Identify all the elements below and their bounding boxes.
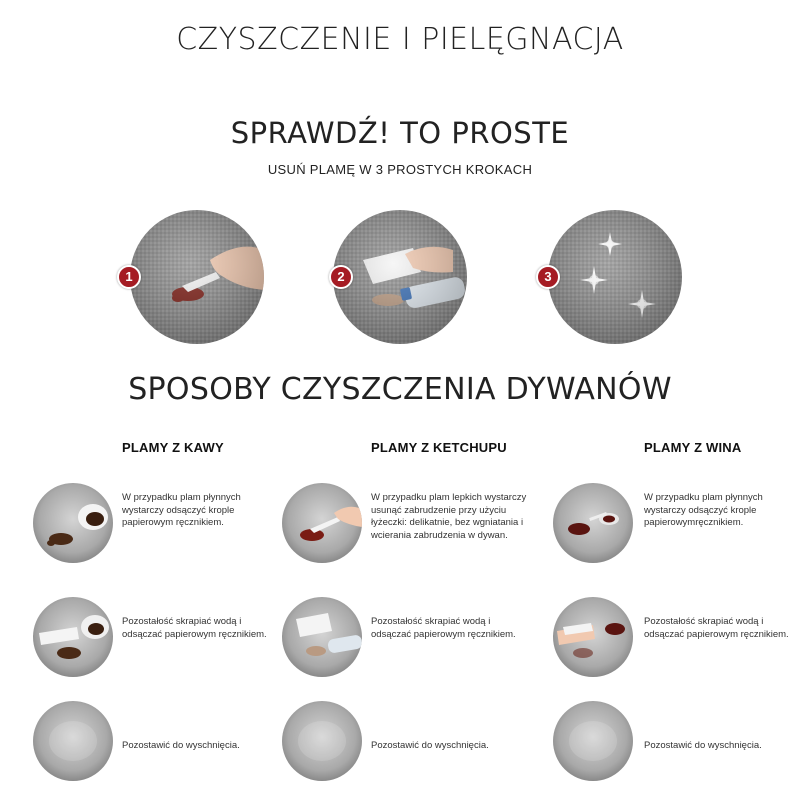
clean-carpet-icon (282, 701, 362, 781)
ketchup-step-2-text: Pozostałość skrapiać wodą i odsączać papierowym ręcznikiem. (371, 616, 516, 640)
ketchup-step-3-image (282, 701, 362, 781)
carpet-cleaning-title: SPOSOBY CZYSZCZENIA DYWANÓW (128, 372, 672, 407)
coffee-step-3-image (33, 701, 113, 781)
ketchup-step-1-image (282, 483, 362, 563)
step-2-badge: 2 (329, 265, 353, 289)
step-1-image (130, 210, 264, 344)
wine-step-3-text: Pozostawić do wyschnięcia. (644, 740, 762, 751)
step-3-image (548, 210, 682, 344)
wine-glass-stain-icon (553, 483, 633, 563)
step-3-badge: 3 (536, 265, 560, 289)
page-title: CZYSZCZENIE I PIELĘGNACJA (176, 22, 624, 57)
towel-blot-icon (33, 597, 113, 677)
ketchup-step-3-text: Pozostawić do wyschnięcia. (371, 740, 489, 751)
coffee-cup-stain-icon (33, 483, 113, 563)
coffee-step-3-text: Pozostawić do wyschnięcia. (122, 740, 240, 751)
towel-water-bottle-icon (282, 597, 362, 677)
section-subtitle: SPRAWDŹ! TO PROSTE (230, 116, 570, 150)
clean-carpet-icon (553, 701, 633, 781)
coffee-step-1-image (33, 483, 113, 563)
wine-step-1-image (553, 483, 633, 563)
spoon-ketchup-icon (282, 483, 362, 563)
spoon-stain-icon (130, 210, 264, 344)
step-2-image (333, 210, 467, 344)
coffee-step-2-image (33, 597, 113, 677)
column-heading-wine: PLAMY Z WINA (644, 440, 742, 455)
coffee-step-2-text: Pozostałość skrapiać wodą i odsączać papierowym ręcznikiem. (122, 616, 267, 640)
ketchup-step-2-image (282, 597, 362, 677)
clean-carpet-icon (33, 701, 113, 781)
towel-blot-wine-icon (553, 597, 633, 677)
ketchup-step-1-text: W przypadku plam lepkich wystarczy usunąć zabrudzenie przy użyciu łyżeczki: delikatnie, bez wgniatania i wcierania zabrudzenia w dywan. (371, 492, 527, 541)
wine-step-3-image (553, 701, 633, 781)
step-1-badge: 1 (117, 265, 141, 289)
column-heading-coffee: PLAMY Z KAWY (122, 440, 224, 455)
column-heading-ketchup: PLAMY Z KETCHUPU (371, 440, 507, 455)
coffee-step-1-text: W przypadku plam płynnych wystarczy odsączyć krople papierowym ręcznikiem. (122, 492, 241, 528)
towel-water-icon (333, 210, 467, 344)
wine-step-1-text: W przypadku plam płynnych wystarczy odsączyć krople papierowymręcznikiem. (644, 492, 763, 528)
steps-caption: USUŃ PLAMĘ W 3 PROSTYCH KROKACH (267, 162, 533, 177)
sparkle-clean-icon (548, 210, 682, 344)
wine-step-2-text: Pozostałość skrapiać wodą i odsączać papierowym ręcznikiem. (644, 616, 789, 640)
wine-step-2-image (553, 597, 633, 677)
